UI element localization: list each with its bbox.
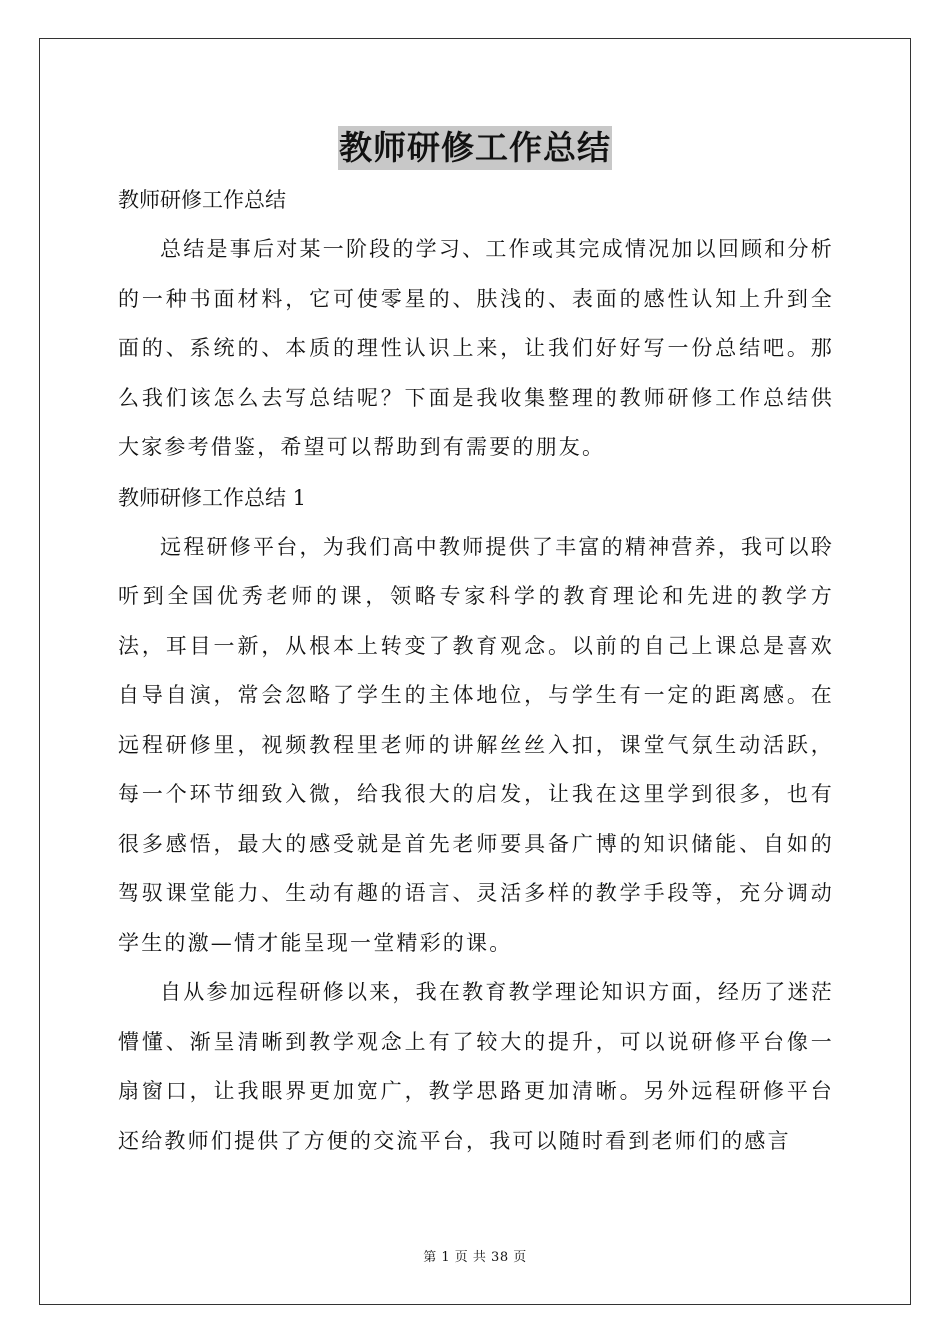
- document-body: [118, 175, 834, 1166]
- document-title: 教师研修工作总结: [338, 126, 612, 170]
- section-paragraph: 远程研修平台，为我们高中教师提供了丰富的精神营养，我可以聆听到全国优秀老师的课，领略专家科学的教育理论和先进的教学方法，耳目一新，从根本上转变了教育观念。以前的自己上课总是喜欢自导自演，常会忽略了学生的主体地位，与学生有一定的距离感。在远程研修里，视频教程里老师的讲解丝丝入扣，课堂气氛生动活跃，每一个环节细致入微，给我很大的启发，让我在这里学到很多，也有很多感悟，最大的感受就是首先老师要具备广博的知识储能、自如的驾驭课堂能力、生动有趣的语言、灵活多样的教学手段等，充分调动学生的激—情才能呈现一堂精彩的课。: [118, 534, 834, 955]
- subheading: 教师研修工作总结: [118, 188, 286, 212]
- page-footer: 第 1 页 共 38 页: [423, 1250, 527, 1265]
- section-paragraph: 自从参加远程研修以来，我在教育教学理论知识方面，经历了迷茫懵懂、渐呈清晰到教学观念上有了较大的提升，可以说研修平台像一扇窗口，让我眼界更加宽广，教学思路更加清晰。另外远程研修平台还给教师们提供了方便的交流平台，我可以随时看到老师们的感言: [118, 980, 834, 1153]
- title-container: [0, 126, 950, 170]
- section-heading: 教师研修工作总结 1: [118, 485, 307, 510]
- intro-paragraph: 总结是事后对某一阶段的学习、工作或其完成情况加以回顾和分析的一种书面材料，它可使零星的、肤浅的、表面的感性认知上升到全面的、系统的、本质的理性认识上来，让我们好好写一份总结吧。那么我们该怎么去写总结呢？下面是我收集整理的教师研修工作总结供大家参考借鉴，希望可以帮助到有需要的朋友。: [118, 237, 834, 459]
